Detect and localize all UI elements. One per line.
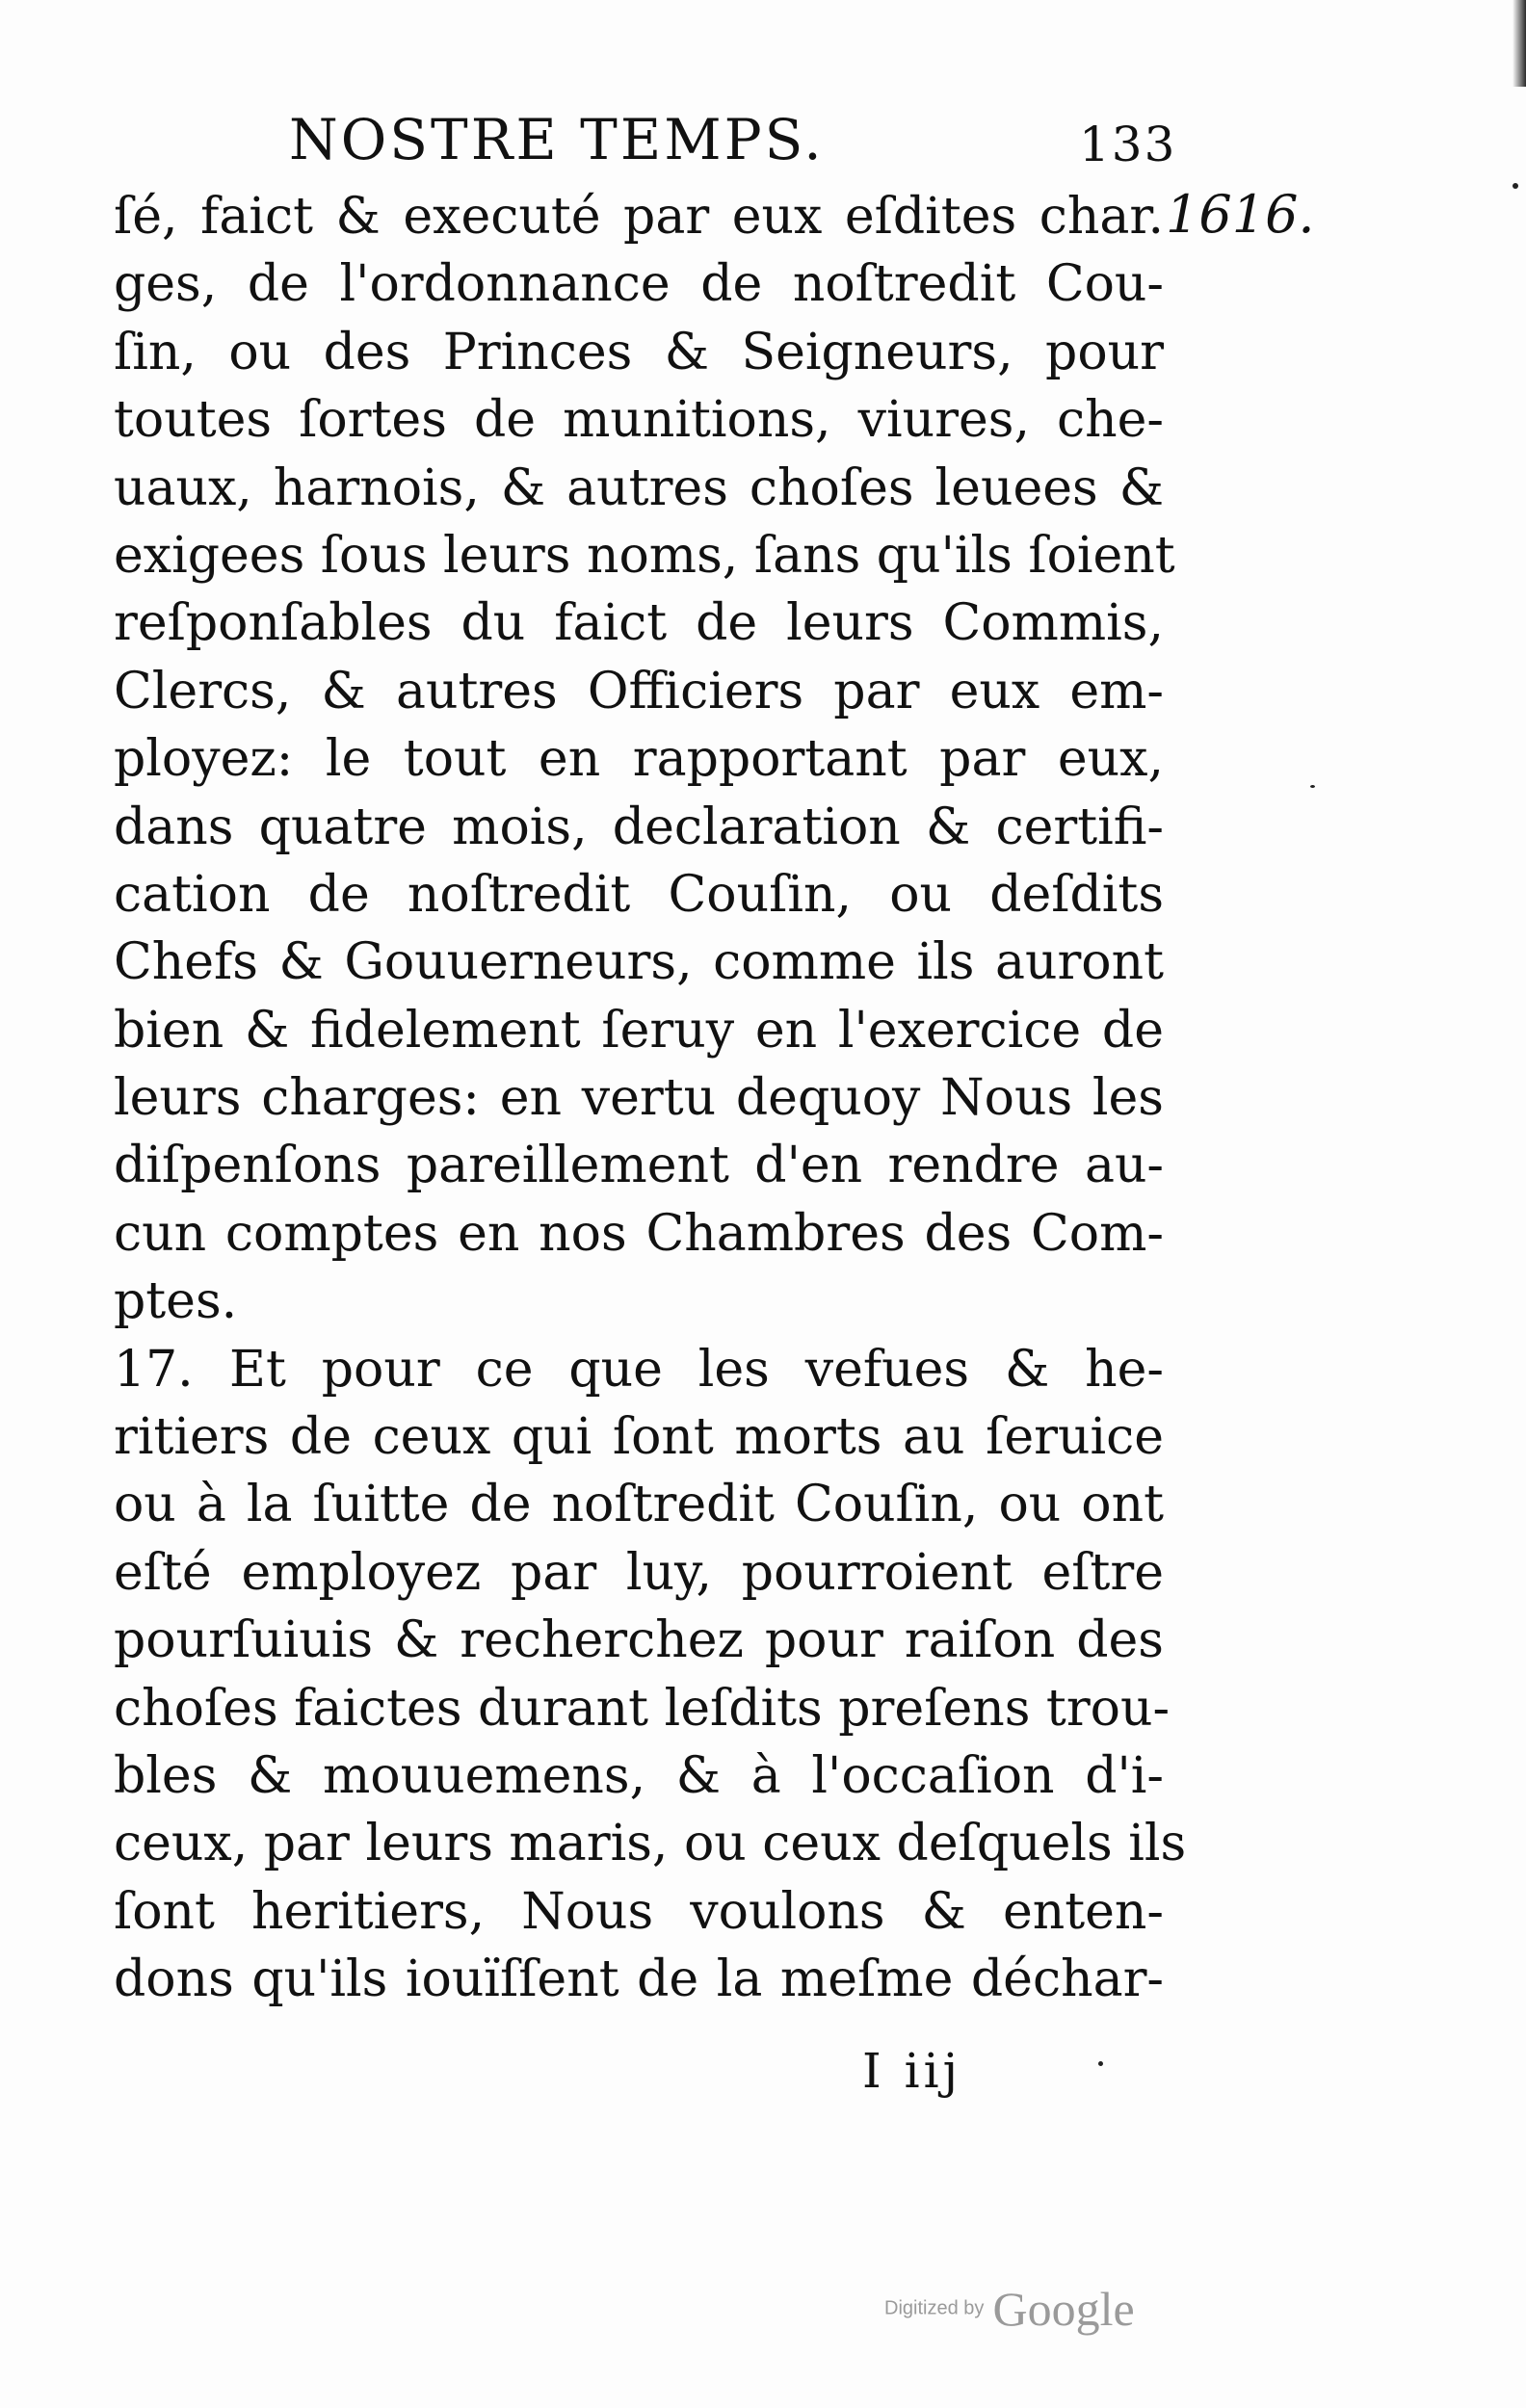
text-line: ſin, ou des Princes & Seigneurs, pour [114,323,1164,381]
text-line: diſpenſons pareillement d'en rendre au- [114,1137,1164,1195]
digitized-watermark [884,2281,1135,2337]
text-line: pourſuiuis & recherchez pour raiſon des [114,1611,1164,1670]
page-number: 133 [1079,117,1177,172]
page-edge-shadow [1513,0,1526,87]
text-line: ployez: le tout en rapportant par eux, [114,730,1164,789]
text-line: Chefs & Gouuerneurs, comme ils auront [114,933,1164,992]
text-line: cun comptes en nos Chambres des Com- [114,1204,1164,1263]
signature-mark: I iij [862,2043,962,2099]
text-line: exigees ſous leurs noms, ſans qu'ils ſoient [114,526,1175,585]
text-line: leurs charges: en vertu dequoy Nous les [114,1069,1164,1128]
body-text [114,183,1187,2014]
text-line: eſté employez par luy, pourroient eſtre [114,1543,1164,1602]
text-line: ceux, par leurs maris, ou ceux deſquels ils [114,1815,1187,1873]
text-line: ptes. [114,1272,238,1331]
text-line: uaux, harnois, & autres choſes leuees & [114,458,1164,517]
text-line: reſponſables du faict de leurs Commis, [114,594,1164,653]
text-line: ſont heritiers, Nous voulons & enten- [114,1882,1164,1941]
text-line: Et pour ce que les vefues & he- [229,1340,1164,1399]
text-line: ritiers de ceux qui ſont morts au ſeruice [114,1408,1164,1467]
text-line: choſes faictes durant leſdits preſens trou- [114,1679,1171,1738]
watermark-prefix: Digitized by [884,2297,985,2319]
text-line: ou à la ſuitte de noſtredit Couſin, ou ont [114,1476,1164,1534]
watermark-brand: Google [992,2282,1135,2336]
text-line: bles & mouuemens, & à l'occaſion d'i- [114,1746,1164,1805]
paragraph-number: 17. [114,1340,194,1399]
text-line: ſé, faict & executé par eux eſdites char. [114,188,1164,246]
text-line: dans quatre mois, declaration & certifi- [114,798,1164,856]
text-line: ges, de l'ordonnance de noſtredit Cou- [114,255,1164,314]
text-line: dons qu'ils iouïſſent de la meſme déchar- [114,1950,1164,2009]
text-line: bien & fidelement ſeruy en l'exercice de [114,1001,1164,1060]
ink-speck [1513,183,1518,189]
text-line: toutes ſortes de munitions, viures, che- [114,391,1164,450]
margin-year: 1616. [1166,184,1315,245]
text-line: Clercs, & autres Officiers par eux em- [114,662,1164,720]
paragraph-17-first-line [114,1336,1164,1403]
running-head: NOSTRE TEMPS. [289,107,825,172]
ink-speck [1310,785,1315,788]
ink-speck [1098,2061,1103,2066]
text-line: cation de noſtredit Couſin, ou deſdits [114,865,1164,924]
